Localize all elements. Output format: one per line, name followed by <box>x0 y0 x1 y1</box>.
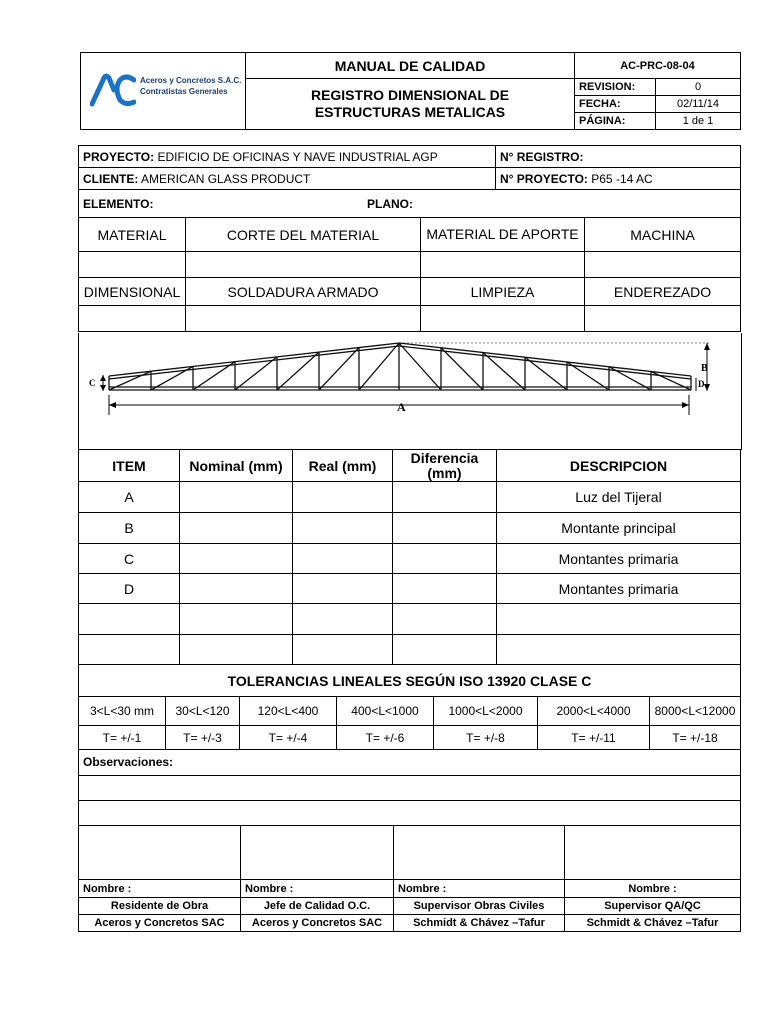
item-cell: B <box>79 513 180 544</box>
tolerance-value: T= +/-3 <box>166 726 240 750</box>
col-diferencia: Diferencia (mm) <box>393 450 497 482</box>
measure-table <box>78 449 741 665</box>
revision-label: REVISION: <box>575 79 656 96</box>
tolerance-value: T= +/-4 <box>240 726 337 750</box>
truss-top-chord-left <box>109 343 399 376</box>
fecha-label: FECHA: <box>575 96 656 113</box>
tolerance-range: 2000<L<4000 <box>538 697 650 726</box>
plano-label: PLANO: <box>367 197 413 211</box>
item-cell: A <box>79 482 180 513</box>
nominal-cell[interactable] <box>180 482 293 513</box>
pagina-value: 1 de 1 <box>656 113 741 130</box>
dim-c-label: C <box>89 378 96 388</box>
check-blank[interactable] <box>421 306 585 332</box>
fecha-value: 02/11/14 <box>656 96 741 113</box>
check-material: MATERIAL <box>79 218 186 252</box>
real-cell[interactable] <box>293 604 393 635</box>
truss-top-chord-right <box>399 343 691 376</box>
proyecto-value: EDIFICIO DE OFICINAS Y NAVE INDUSTRIAL AGP <box>154 149 438 164</box>
check-blank[interactable] <box>585 252 741 278</box>
cliente-label: CLIENTE: <box>83 171 139 186</box>
signature-table <box>78 825 741 932</box>
desc-cell: Montantes primaria <box>497 544 741 574</box>
proyecto-label: PROYECTO: <box>83 149 155 164</box>
revision-value: 0 <box>656 79 741 96</box>
elemento-label: ELEMENTO: <box>83 197 154 211</box>
check-soldadura: SOLDADURA ARMADO <box>186 278 421 306</box>
col-nominal: Nominal (mm) <box>180 450 293 482</box>
check-machina: MACHINA <box>585 218 741 252</box>
check-blank[interactable] <box>79 306 186 332</box>
nominal-cell[interactable] <box>180 635 293 665</box>
elemento-plano-row <box>79 190 741 218</box>
tolerance-range: 400<L<1000 <box>337 697 434 726</box>
dim-b-arrow-top <box>704 343 710 350</box>
signature-nombre: Nombre : <box>394 880 565 898</box>
diferencia-cell[interactable] <box>393 635 497 665</box>
signature-box[interactable] <box>79 826 241 880</box>
check-limpieza: LIMPIEZA <box>421 278 585 306</box>
diferencia-cell[interactable] <box>393 513 497 544</box>
dim-c-arrow-top <box>100 375 106 381</box>
tolerance-value: T= +/-1 <box>79 726 166 750</box>
pagina-label: PÁGINA: <box>575 113 656 130</box>
nominal-cell[interactable] <box>180 574 293 604</box>
truss-diagonal-member <box>441 348 483 390</box>
check-enderezado: ENDEREZADO <box>585 278 741 306</box>
manual-title: MANUAL DE CALIDAD <box>246 53 575 79</box>
signature-box[interactable] <box>394 826 565 880</box>
col-item: ITEM <box>79 450 180 482</box>
table-row <box>79 574 741 604</box>
title-line-1: REGISTRO DIMENSIONAL DE <box>310 87 510 103</box>
col-real: Real (mm) <box>293 450 393 482</box>
check-corte: CORTE DEL MATERIAL <box>186 218 421 252</box>
signature-nombre: Nombre : <box>241 880 394 898</box>
tolerance-value: T= +/-18 <box>650 726 741 750</box>
tolerance-value: T= +/-8 <box>434 726 538 750</box>
dim-a-label: A <box>397 400 406 414</box>
tolerance-title: TOLERANCIAS LINEALES SEGÚN ISO 13920 CLASE C <box>79 665 741 697</box>
check-blank[interactable] <box>585 306 741 332</box>
tolerance-range: 120<L<400 <box>240 697 337 726</box>
real-cell[interactable] <box>293 544 393 574</box>
nominal-cell[interactable] <box>180 604 293 635</box>
real-cell[interactable] <box>293 482 393 513</box>
dim-a-arrow-left <box>109 402 116 408</box>
truss-diagram-box <box>78 333 742 450</box>
table-row <box>79 604 741 635</box>
check-aporte: MATERIAL DE APORTE <box>421 218 585 252</box>
table-row <box>79 482 741 513</box>
truss-top-chord-right-inner <box>399 346 691 379</box>
signature-role: Jefe de Calidad O.C. <box>241 898 394 915</box>
nproyecto-value: P65 -14 AC <box>587 171 653 186</box>
company-logo-icon <box>90 72 136 108</box>
truss-diagram <box>79 333 741 449</box>
table-row <box>79 635 741 665</box>
signature-nombre: Nombre : <box>565 880 741 898</box>
check-blank[interactable] <box>79 252 186 278</box>
desc-cell: Luz del Tijeral <box>497 482 741 513</box>
signature-company: Aceros y Concretos SAC <box>79 915 241 932</box>
logo-company-name: Aceros y Concretos S.A.C. <box>140 76 242 85</box>
observaciones-line[interactable] <box>79 801 741 826</box>
tolerance-range: 30<L<120 <box>166 697 240 726</box>
signature-box[interactable] <box>241 826 394 880</box>
signature-nombre: Nombre : <box>79 880 241 898</box>
diferencia-cell[interactable] <box>393 574 497 604</box>
signature-company: Schmidt & Chávez –Tafur <box>394 915 565 932</box>
project-table <box>78 145 741 190</box>
logo-cell <box>81 53 246 130</box>
signature-role: Supervisor QA/QC <box>565 898 741 915</box>
check-blank[interactable] <box>421 252 585 278</box>
dim-c-arrow-bottom <box>100 385 106 391</box>
col-descripcion: DESCRIPCION <box>497 450 741 482</box>
logo-subtitle: Contratistas Generales <box>140 87 228 96</box>
signature-role: Residente de Obra <box>79 898 241 915</box>
dim-b-label: B <box>701 363 708 374</box>
registro-label: N° REGISTRO: <box>496 146 741 168</box>
dim-d-label: D <box>698 379 705 389</box>
item-cell[interactable] <box>79 635 180 665</box>
dim-b-arrow-bottom <box>704 384 710 391</box>
diferencia-cell[interactable] <box>393 604 497 635</box>
real-cell[interactable] <box>293 513 393 544</box>
title-line-2: ESTRUCTURAS METALICAS <box>314 104 506 120</box>
check-blank[interactable] <box>186 306 421 332</box>
real-cell[interactable] <box>293 635 393 665</box>
tolerance-range: 1000<L<2000 <box>434 697 538 726</box>
table-row <box>79 513 741 544</box>
diferencia-cell[interactable] <box>393 482 497 513</box>
header-table <box>80 52 741 130</box>
desc-cell: Montantes primaria <box>497 574 741 604</box>
tolerance-range: 8000<L<12000 <box>650 697 741 726</box>
proyecto-cell <box>79 146 496 168</box>
dim-a-arrow-right <box>682 402 689 408</box>
nominal-cell[interactable] <box>180 513 293 544</box>
tolerance-value: T= +/-11 <box>538 726 650 750</box>
item-cell: D <box>79 574 180 604</box>
cliente-cell <box>79 168 496 190</box>
observaciones-table <box>78 749 741 826</box>
item-cell: C <box>79 544 180 574</box>
check-blank[interactable] <box>186 252 421 278</box>
document-title <box>246 79 575 130</box>
signature-box[interactable] <box>565 826 741 880</box>
nproyecto-label: N° PROYECTO: <box>500 171 588 186</box>
tolerance-table <box>78 664 741 750</box>
desc-cell[interactable] <box>497 604 741 635</box>
signature-role: Supervisor Obras Civiles <box>394 898 565 915</box>
item-cell[interactable] <box>79 604 180 635</box>
real-cell[interactable] <box>293 574 393 604</box>
tolerance-value: T= +/-6 <box>337 726 434 750</box>
checks-table <box>78 189 741 332</box>
check-dimensional: DIMENSIONAL <box>79 278 186 306</box>
document-code: AC-PRC-08-04 <box>575 53 741 79</box>
desc-cell[interactable] <box>497 635 741 665</box>
diferencia-cell[interactable] <box>393 544 497 574</box>
cliente-value: AMERICAN GLASS PRODUCT <box>138 171 311 186</box>
observaciones-label: Observaciones: <box>79 750 741 776</box>
nproyecto-cell <box>496 168 741 190</box>
desc-cell: Montante principal <box>497 513 741 544</box>
nominal-cell[interactable] <box>180 544 293 574</box>
signature-company: Aceros y Concretos SAC <box>241 915 394 932</box>
table-row <box>79 544 741 574</box>
observaciones-line[interactable] <box>79 776 741 801</box>
signature-company: Schmidt & Chávez –Tafur <box>565 915 741 932</box>
tolerance-range: 3<L<30 mm <box>79 697 166 726</box>
